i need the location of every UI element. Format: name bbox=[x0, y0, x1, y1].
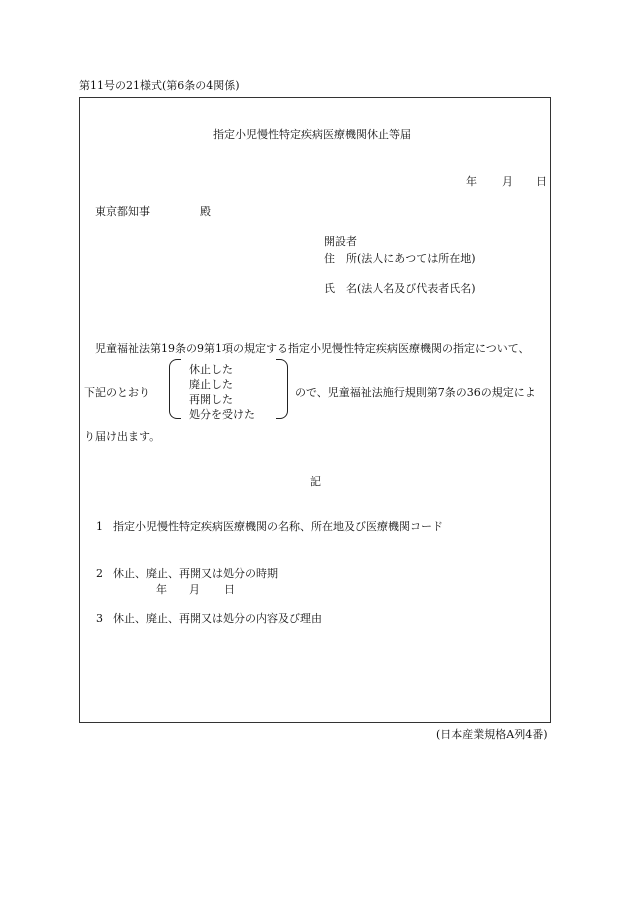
body-line-1: 児童福祉法第19条の9第1項の規定する指定小児慢性特定疾病医療機関の指定について、 bbox=[95, 342, 530, 355]
form-title: 指定小児慢性特定疾病医療機関休止等届 bbox=[213, 128, 411, 141]
option-resumed: 再開した bbox=[189, 393, 233, 406]
paper-size-note: (日本産業規格A列4番) bbox=[436, 728, 548, 741]
item-2-month-label: 月 bbox=[189, 583, 200, 596]
item-2-text: 休止、廃止、再開又は処分の時期 bbox=[113, 567, 278, 580]
options-bracket-left bbox=[169, 359, 181, 419]
item-1-number: 1 bbox=[96, 520, 103, 533]
form-frame bbox=[79, 97, 551, 723]
item-1-text: 指定小児慢性特定疾病医療機関の名称、所在地及び医療機関コード bbox=[113, 520, 443, 533]
date-day-label: 日 bbox=[536, 175, 547, 188]
body-line-3: り届け出ます。 bbox=[84, 430, 161, 443]
option-abolished: 廃止した bbox=[189, 378, 233, 391]
addressee-honorific: 殿 bbox=[200, 205, 211, 218]
item-3-text: 休止、廃止、再開又は処分の内容及び理由 bbox=[113, 612, 322, 625]
applicant-heading: 開設者 bbox=[324, 235, 357, 248]
applicant-address-label: 住 所(法人にあつては所在地) bbox=[324, 252, 476, 265]
options-bracket-right bbox=[276, 359, 288, 419]
date-year-label: 年 bbox=[466, 175, 477, 188]
date-month-label: 月 bbox=[502, 175, 513, 188]
body-line-2-prefix: 下記のとおり bbox=[84, 386, 150, 399]
item-3-number: 3 bbox=[96, 612, 103, 625]
addressee-name: 東京都知事 bbox=[95, 205, 150, 218]
option-disposition: 処分を受けた bbox=[189, 408, 255, 421]
ki-heading: 記 bbox=[310, 475, 321, 488]
item-2-day-label: 日 bbox=[224, 583, 235, 596]
applicant-name-label: 氏 名(法人名及び代表者氏名) bbox=[324, 282, 476, 295]
body-line-2-suffix: ので、児童福祉法施行規則第7条の36の規定によ bbox=[295, 386, 536, 399]
option-suspended: 休止した bbox=[189, 363, 233, 376]
item-2-number: 2 bbox=[96, 567, 103, 580]
form-number: 第11号の21様式(第6条の4関係) bbox=[79, 79, 240, 92]
item-2-year-label: 年 bbox=[156, 583, 167, 596]
